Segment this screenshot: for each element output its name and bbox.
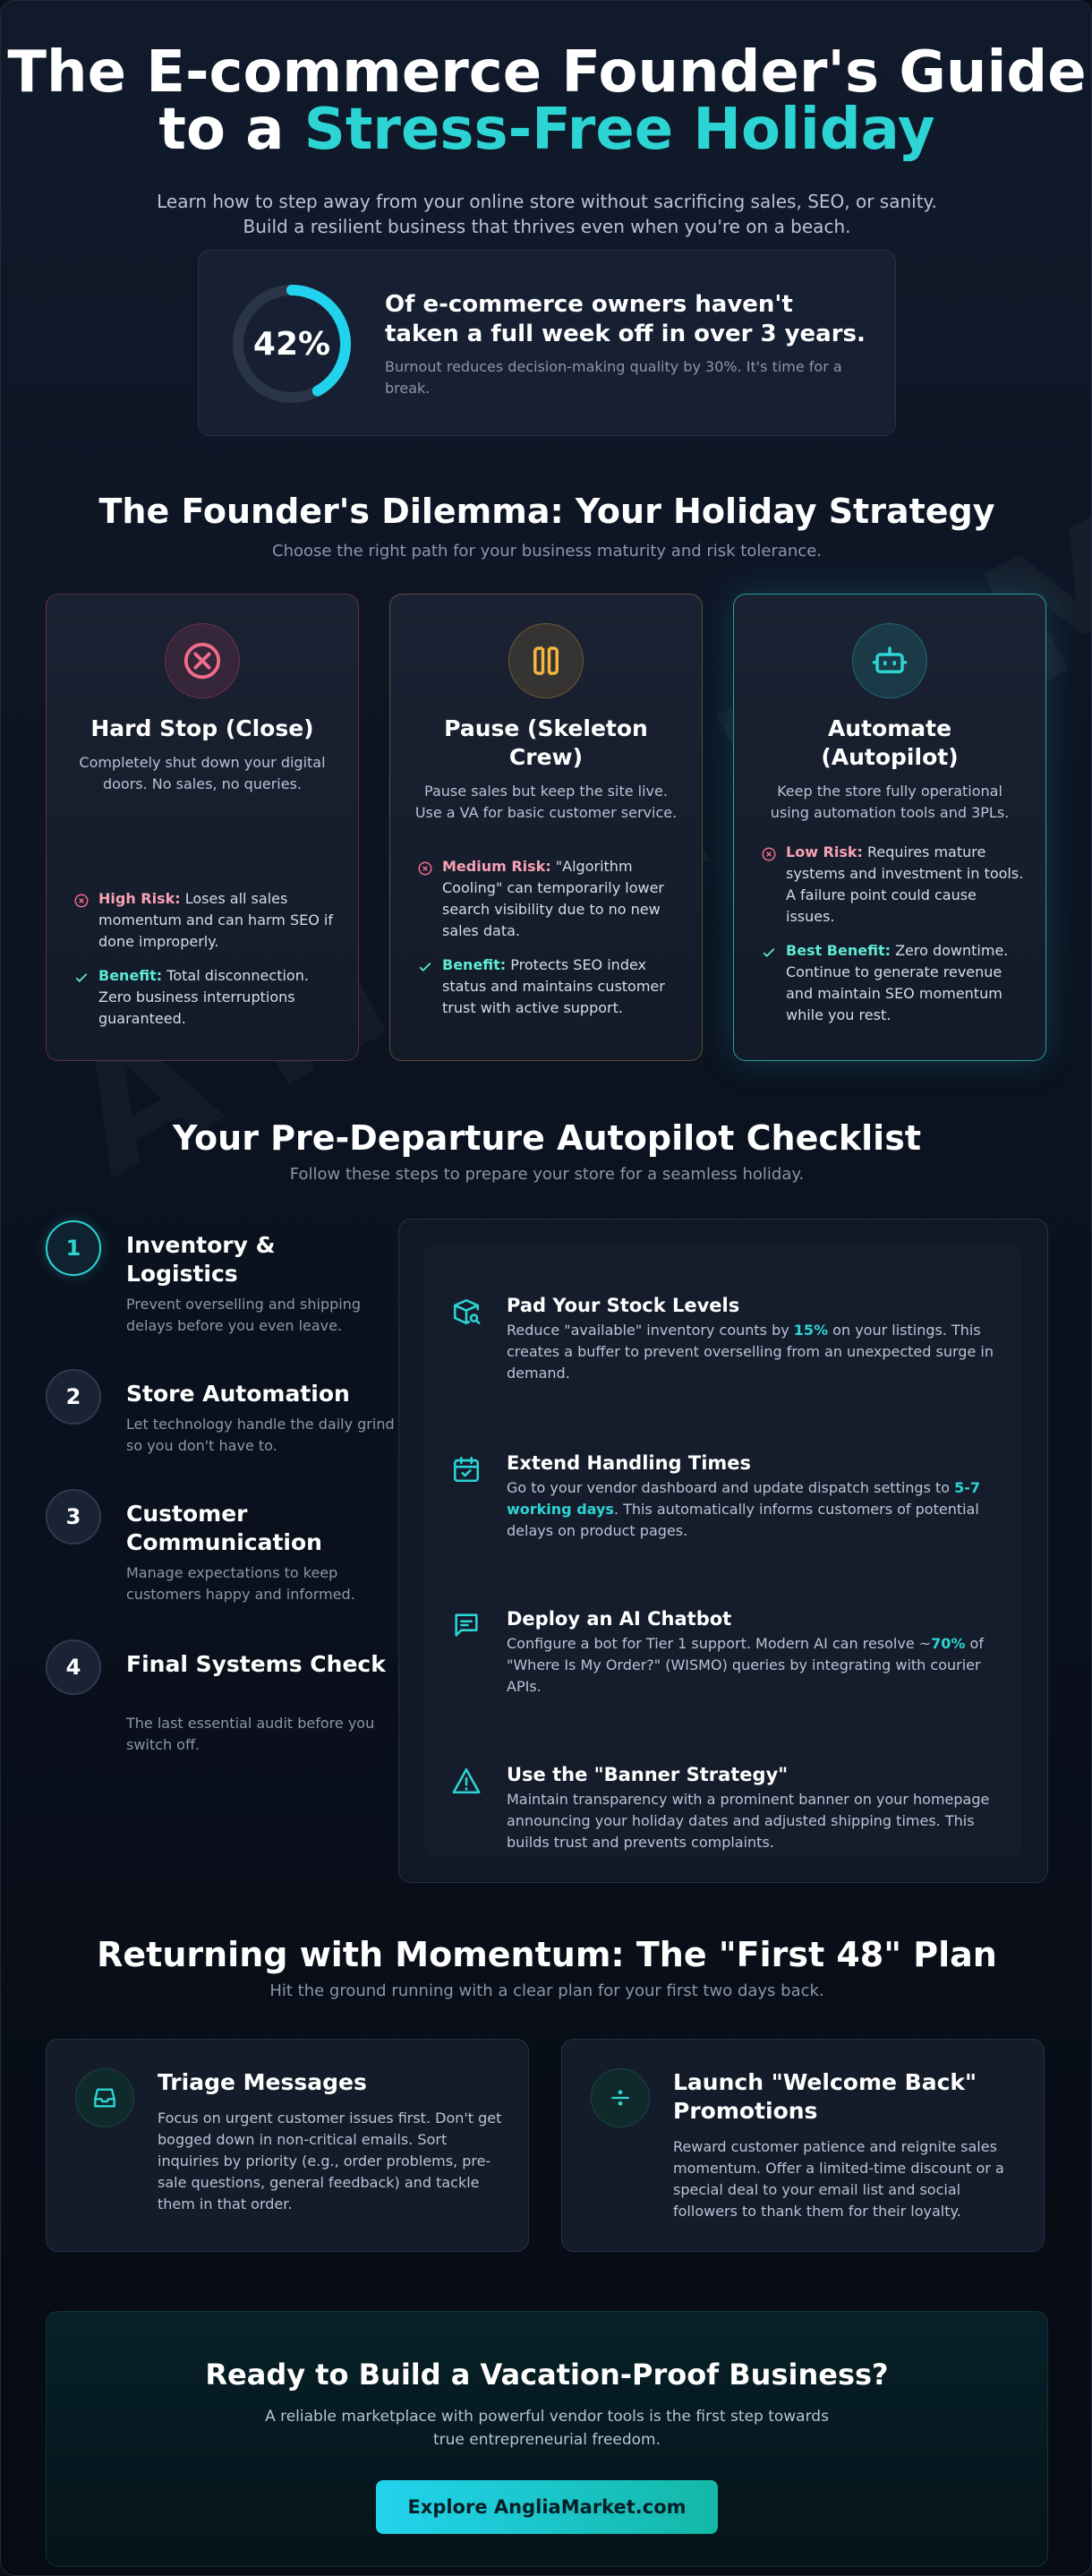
task-desc bbox=[507, 1477, 1008, 1542]
step-desc: Let technology handle the daily grind so you don't have to. bbox=[126, 1416, 395, 1454]
check-icon bbox=[761, 945, 777, 961]
title-prefix: to a bbox=[158, 97, 304, 163]
task-desc-b: on your listings. This creates a buffer to prevent overselling from an unexpected surge in demand. bbox=[507, 1322, 994, 1382]
hero-subtitle-line-1: Learn how to step away from your online store without sacrificing sales, SEO, or sanity. bbox=[157, 191, 937, 212]
task-desc-b: . This automatically informs customers of potential delays on product pages. bbox=[507, 1501, 979, 1539]
task-desc-a: Reduce "available" inventory counts by bbox=[507, 1322, 794, 1339]
calendar-check-icon bbox=[451, 1454, 482, 1485]
step-number: 1 bbox=[46, 1220, 101, 1276]
card-title: Automate (Autopilot) bbox=[821, 715, 959, 770]
step-title: Final Systems Check bbox=[126, 1651, 386, 1677]
x-circle-icon bbox=[165, 623, 240, 698]
risk-icon bbox=[417, 860, 433, 877]
risk-point bbox=[417, 856, 680, 942]
dilemma-header bbox=[1, 492, 1092, 563]
risk-label: High Risk: bbox=[98, 890, 181, 907]
return-card-title: Triage Messages bbox=[158, 2069, 367, 2095]
task-highlight: 5-7 working days bbox=[507, 1479, 981, 1518]
step-final-check[interactable] bbox=[46, 1639, 386, 1765]
checklist-subtitle: Follow these steps to prepare your store for a seamless holiday. bbox=[289, 1165, 805, 1184]
return-card-desc: Reward customer patience and reignite sales momentum. Offer a limited-time discount or a special deal to your email list and social followers to thank them for their loyalty. bbox=[673, 2138, 1004, 2220]
task-ai-chatbot bbox=[451, 1606, 1006, 1705]
step-desc: Manage expectations to keep customers happy and informed. bbox=[126, 1564, 355, 1603]
benefit-label: Benefit: bbox=[442, 956, 507, 973]
risk-point bbox=[761, 842, 1024, 928]
step-number: 2 bbox=[46, 1369, 101, 1425]
title-accent: Stress-Free Holiday bbox=[303, 97, 935, 163]
step-title: Store Automation bbox=[126, 1381, 350, 1407]
checklist-panel bbox=[398, 1219, 1048, 1883]
card-desc: Pause sales but keep the site live. Use a VA for basic customer service. bbox=[414, 783, 678, 821]
check-icon bbox=[73, 970, 90, 986]
benefit-text: Total disconnection. Zero business interruptions guaranteed. bbox=[98, 967, 309, 1027]
checklist-header bbox=[1, 1118, 1092, 1186]
step-communication[interactable] bbox=[46, 1489, 377, 1614]
dilemma-title: The Founder's Dilemma: Your Holiday Strategy bbox=[98, 492, 995, 531]
task-desc bbox=[507, 1789, 1008, 1853]
warning-icon bbox=[451, 1766, 482, 1796]
task-desc bbox=[507, 1633, 1008, 1698]
strategy-card-hard-stop[interactable] bbox=[46, 594, 359, 1061]
task-desc-a: Configure a bot for Tier 1 support. Modern AI can resolve ~ bbox=[507, 1635, 932, 1652]
hero bbox=[1, 39, 1092, 239]
risk-point bbox=[73, 888, 337, 953]
strategy-card-pause[interactable] bbox=[389, 594, 703, 1061]
risk-text: Requires mature systems and investment in tools. A failure point could cause issues. bbox=[786, 843, 1024, 925]
explore-button[interactable]: Explore AngliaMarket.com bbox=[376, 2480, 718, 2534]
risk-text: Loses all sales momentum and can harm SEO if done improperly. bbox=[98, 890, 333, 950]
risk-icon bbox=[761, 846, 777, 862]
returning-subtitle: Hit the ground running with a clear plan for your first two days back. bbox=[269, 1981, 824, 2000]
step-title: Customer Communication bbox=[126, 1501, 322, 1555]
task-desc bbox=[507, 1320, 1008, 1384]
benefit-label: Benefit: bbox=[98, 967, 163, 984]
card-title: Hard Stop (Close) bbox=[90, 715, 314, 741]
return-card-triage bbox=[46, 2039, 529, 2252]
step-desc: Prevent overselling and shipping delays before you even leave. bbox=[126, 1296, 361, 1334]
task-desc-a: Go to your vendor dashboard and update dispatch settings to bbox=[507, 1479, 955, 1496]
return-card-desc: Focus on urgent customer issues first. Don't get bogged down in non-critical emails. Sort inquiries by priority (e.g., order problems, pre-sale questions, general feedback) and tackle them in that order. bbox=[158, 2110, 502, 2212]
task-highlight: 15% bbox=[793, 1322, 829, 1339]
task-desc-b: of "Where Is My Order?" (WISMO) queries by integrating with courier APIs. bbox=[507, 1635, 984, 1695]
task-stock-levels bbox=[451, 1293, 1006, 1391]
risk-label: Medium Risk: bbox=[442, 858, 551, 875]
task-banner-strategy bbox=[451, 1762, 1006, 1861]
hero-subtitle bbox=[1, 189, 1092, 239]
returning-header bbox=[1, 1935, 1092, 2003]
step-inventory[interactable] bbox=[46, 1220, 377, 1355]
cta-subtitle: A reliable marketplace with powerful vendor tools is the first step towards true entrepreneurial freedom. bbox=[265, 2408, 829, 2449]
risk-icon bbox=[73, 893, 90, 909]
cta-title: Ready to Build a Vacation-Proof Business? bbox=[205, 2358, 889, 2392]
package-search-icon bbox=[451, 1297, 482, 1327]
strategy-card-automate[interactable] bbox=[733, 594, 1046, 1061]
page-title bbox=[1, 39, 1092, 163]
card-desc: Keep the store fully operational using automation tools and 3PLs. bbox=[770, 783, 1010, 821]
step-automation[interactable] bbox=[46, 1369, 395, 1468]
checklist-panel-inner bbox=[424, 1245, 1022, 1857]
task-desc-a: Maintain transparency with a prominent banner on your homepage announcing your holiday dates and adjusted shipping times. This builds trust and prevents complaints. bbox=[507, 1791, 990, 1851]
hero-subtitle-line-2: Build a resilient business that thrives even when you're on a beach. bbox=[243, 216, 851, 237]
benefit-text: Protects SEO index status and maintains customer trust with active support. bbox=[442, 956, 665, 1016]
task-title: Use the "Banner Strategy" bbox=[507, 1764, 789, 1785]
benefit-point bbox=[761, 940, 1024, 1026]
stat-card bbox=[198, 250, 896, 436]
step-desc: The last essential audit before you switch off. bbox=[126, 1715, 375, 1753]
task-title: Deploy an AI Chatbot bbox=[507, 1608, 732, 1630]
risk-text: "Algorithm Cooling" can temporarily lower search visibility due to no new sales data. bbox=[442, 858, 665, 939]
dilemma-subtitle: Choose the right path for your business maturity and risk tolerance. bbox=[272, 542, 822, 561]
checklist-title: Your Pre-Departure Autopilot Checklist bbox=[173, 1118, 921, 1158]
card-title: Pause (Skeleton Crew) bbox=[444, 715, 648, 770]
task-title: Pad Your Stock Levels bbox=[507, 1295, 740, 1316]
returning-title: Returning with Momentum: The "First 48" Plan bbox=[97, 1935, 997, 1974]
chat-icon bbox=[451, 1610, 482, 1640]
stat-note: Burnout reduces decision-making quality by 30%. It's time for a break. bbox=[385, 358, 842, 397]
benefit-text: Zero downtime. Continue to generate revenue and maintain SEO momentum while you rest. bbox=[786, 942, 1009, 1023]
step-title: Inventory & Logistics bbox=[126, 1232, 276, 1287]
card-desc: Completely shut down your digital doors. No sales, no queries. bbox=[79, 754, 326, 792]
task-title: Extend Handling Times bbox=[507, 1452, 752, 1474]
percent-icon bbox=[591, 2068, 650, 2127]
cta-panel bbox=[46, 2311, 1048, 2567]
check-icon bbox=[417, 959, 433, 975]
stat-text bbox=[385, 290, 868, 399]
pause-icon bbox=[508, 623, 584, 698]
benefit-point bbox=[73, 965, 337, 1030]
step-number: 3 bbox=[46, 1489, 101, 1545]
stat-headline: Of e-commerce owners haven't taken a full week off in over 3 years. bbox=[385, 291, 866, 347]
card-points bbox=[417, 856, 680, 1031]
benefit-label: Best Benefit: bbox=[786, 942, 891, 959]
title-line-1: The E-commerce Founder's Guide bbox=[7, 39, 1087, 106]
card-points bbox=[73, 888, 337, 1042]
task-handling-times bbox=[451, 1451, 1006, 1549]
benefit-point bbox=[417, 954, 680, 1019]
return-card-title: Launch "Welcome Back" Promotions bbox=[673, 2069, 977, 2124]
stat-value: 42% bbox=[252, 325, 331, 363]
robot-icon bbox=[852, 623, 927, 698]
card-points bbox=[761, 842, 1024, 1039]
task-highlight: 70% bbox=[931, 1635, 966, 1652]
risk-label: Low Risk: bbox=[786, 843, 863, 860]
return-card-promotions bbox=[561, 2039, 1045, 2252]
inbox-icon bbox=[75, 2068, 134, 2127]
step-number: 4 bbox=[46, 1639, 101, 1695]
